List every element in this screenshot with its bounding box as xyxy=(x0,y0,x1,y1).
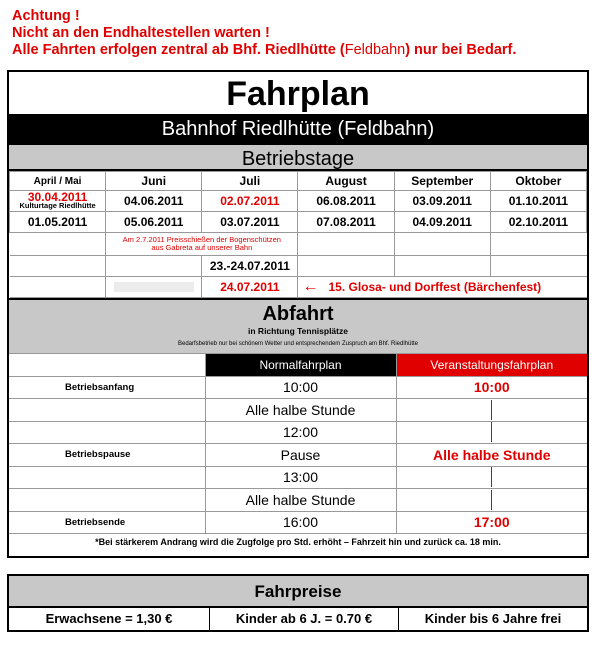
note-row xyxy=(10,233,587,256)
date-cell: 03.07.2011 xyxy=(202,212,298,233)
date-cell: 03.09.2011 xyxy=(394,191,490,212)
times-row xyxy=(9,376,587,399)
times-row xyxy=(9,444,587,467)
normal-time: Pause xyxy=(205,444,396,467)
date-row xyxy=(10,191,587,212)
date-cell xyxy=(10,191,106,212)
prices-row xyxy=(9,608,587,630)
price-children-under-6: Kinder bis 6 Jahre frei xyxy=(424,611,562,626)
notice-line-3 xyxy=(12,42,516,59)
event-note-line: aus Gabreta auf unserer Bahn xyxy=(151,243,253,252)
times-row xyxy=(9,489,587,512)
label-pause: Betriebspause xyxy=(9,444,205,467)
arrow-left-icon: ← xyxy=(302,278,319,295)
prices-box xyxy=(7,574,589,632)
times-row xyxy=(9,399,587,422)
date-cell: 04.06.2011 xyxy=(106,191,202,212)
month-header: Oktober xyxy=(490,172,586,191)
event-time: 17:00 xyxy=(396,511,587,534)
special-row xyxy=(10,256,587,277)
operating-days-heading: Betriebstage xyxy=(9,143,587,171)
event-time: 10:00 xyxy=(396,376,587,399)
connector-line xyxy=(491,422,492,442)
special-day-cell: 24.07.2011 xyxy=(202,277,298,298)
date-cell: 05.06.2011 xyxy=(106,212,202,233)
times-row xyxy=(9,466,587,489)
normal-time: Alle halbe Stunde xyxy=(205,489,396,512)
departure-info: Bedarfsbetrieb nur bei schönem Wetter und entsprechendem Zuspruch am Bhf. Riedlhütte xyxy=(177,341,419,347)
normal-time: 12:00 xyxy=(205,421,396,444)
event-note-line: Am 2.7.2011 Preisschießen der Bogenschützen xyxy=(122,235,281,244)
normal-time: Alle halbe Stunde xyxy=(205,399,396,422)
normal-time: 10:00 xyxy=(205,376,396,399)
month-header: September xyxy=(394,172,490,191)
label-start: Betriebsanfang xyxy=(9,376,205,399)
date-cell: 06.08.2011 xyxy=(298,191,394,212)
connector-line xyxy=(491,490,492,510)
times-header-row xyxy=(9,354,587,377)
month-header: August xyxy=(298,172,394,191)
notice-line-2: Nicht an den Endhaltestellen warten ! xyxy=(12,25,270,41)
special-event-cell xyxy=(298,277,587,298)
col-normal-header: Normalfahrplan xyxy=(205,354,396,377)
month-header-row xyxy=(10,172,587,191)
date-cell: 04.09.2011 xyxy=(394,212,490,233)
departure-heading-block xyxy=(9,298,587,353)
special-event-label: 15. Glosa- und Dorffest (Bärchenfest) xyxy=(328,280,542,294)
warning-notice xyxy=(12,8,516,59)
station-banner: Bahnhof Riedlhütte (Feldbahn) xyxy=(9,116,587,143)
special-row xyxy=(10,277,587,298)
blurred-box xyxy=(114,282,194,292)
schedule-title: Fahrplan xyxy=(9,72,587,116)
schedule-box xyxy=(7,70,589,558)
date-cell: 07.08.2011 xyxy=(298,212,394,233)
date-cell: 01.10.2011 xyxy=(490,191,586,212)
connector-line xyxy=(491,467,492,487)
date-cell: 02.07.2011 xyxy=(202,191,298,212)
month-header: Juni xyxy=(106,172,202,191)
price-children-6: Kinder ab 6 J. = 0.70 € xyxy=(210,608,399,630)
date-row xyxy=(10,212,587,233)
special-range-cell: 23.-24.07.2011 xyxy=(202,256,298,277)
date-value: 30.04.2011 xyxy=(27,190,88,204)
notice-line-1: Achtung ! xyxy=(12,8,80,24)
price-adults: Erwachsene = 1,30 € xyxy=(9,608,210,630)
month-header: April / Mai xyxy=(10,172,106,191)
date-cell: 02.10.2011 xyxy=(490,212,586,233)
times-row xyxy=(9,421,587,444)
connector-line xyxy=(491,400,492,420)
date-cell: 01.05.2011 xyxy=(10,212,106,233)
event-note xyxy=(106,233,298,256)
notice-line-3-end: ) nur bei Bedarf. xyxy=(405,42,517,58)
normal-time: 16:00 xyxy=(205,511,396,534)
event-interval: Alle halbe Stunde xyxy=(396,444,587,467)
times-row xyxy=(9,511,587,534)
footnote: *Bei stärkerem Andrang wird die Zugfolge pro Std. erhöht – Fahrzeit hin und zurück ca. 18 min. xyxy=(95,537,501,547)
notice-line-3-feldbahn: Feldbahn xyxy=(344,42,406,58)
departure-heading: Abfahrt xyxy=(262,303,334,325)
departure-times-table xyxy=(9,353,587,534)
month-header: Juli xyxy=(202,172,298,191)
normal-time: 13:00 xyxy=(205,466,396,489)
label-end: Betriebsende xyxy=(9,511,205,534)
col-event-header: Veranstaltungsfahrplan xyxy=(396,354,587,377)
prices-heading: Fahrpreise xyxy=(9,576,587,608)
notice-line-3-start: Alle Fahrten erfolgen zentral ab Bhf. Riedlhütte ( xyxy=(12,42,345,58)
departure-direction: in Richtung Tennisplätze xyxy=(248,326,348,336)
date-note: Kulturtage Riedlhütte xyxy=(19,201,96,210)
operating-days-table xyxy=(9,171,587,298)
